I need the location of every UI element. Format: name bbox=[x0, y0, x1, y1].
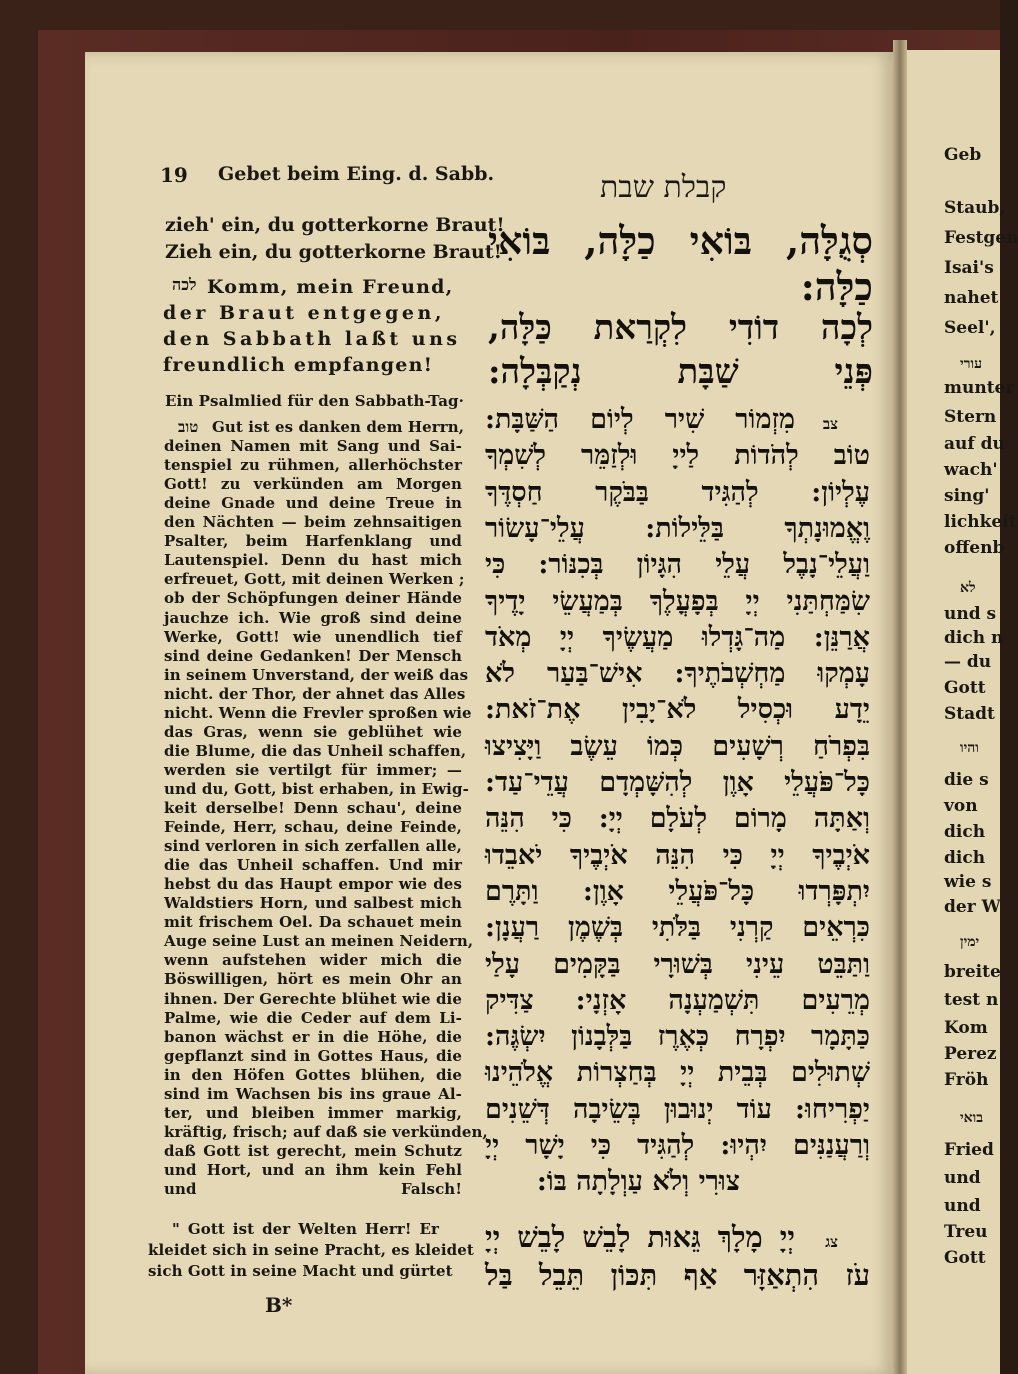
psalm-line: erfreuet, Gott, mit deinen Werken ; bbox=[164, 570, 465, 589]
psalm-line: sind deine Gedanken! Der Mensch bbox=[164, 646, 462, 665]
psalm-line: Werke, Gott! wie unendlich tief bbox=[164, 627, 462, 646]
hebrew-psalm-line: וֶאֱמוּנָתְךָ בַּלֵּילוֹת: עֲלֵי־עָשׂוֹר bbox=[485, 512, 870, 544]
right-page-fragment: לא bbox=[960, 580, 976, 596]
psalm93-line: " Gott ist der Welten Herr! Er bbox=[172, 1220, 439, 1238]
psalm-line: Gott! zu verkünden am Morgen bbox=[164, 475, 462, 494]
psalm-line: jauchze ich. Wie groß sind deine bbox=[164, 608, 462, 627]
right-page-fragment: Staub, bbox=[944, 198, 1006, 218]
right-page-fragment: Gott bbox=[944, 678, 986, 698]
psalm-line: banon wächst er in die Höhe, die bbox=[164, 1027, 462, 1046]
psalm-line: Feinde, Herr, schau, deine Feinde, bbox=[164, 818, 462, 837]
psalm-line: Auge seine Lust an meinen Neidern, bbox=[164, 932, 474, 951]
hebrew-psalm-line: מְרֵעִים תִּשְׁמַעְנָה אָזְנָי: צַדִּיק bbox=[485, 984, 870, 1016]
refrain-line: der Braut entgegen, bbox=[163, 302, 445, 324]
right-page-fragment: Isai's bbox=[944, 258, 994, 278]
hebrew-psalm-line: צוּרִי וְלֹא עַוְלָתָה בּוֹ: bbox=[536, 1166, 740, 1198]
psalm-line: Böswilligen, hört es mein Ohr an bbox=[164, 970, 462, 989]
refrain-line: freundlich empfangen! bbox=[163, 354, 434, 376]
right-page-fragment: dich bbox=[944, 848, 986, 868]
hebrew-psalm-line: וְרַעֲנַנִּים יִהְיוּ: לְהַגִּיד כִּי יָשָׁר יְיָ bbox=[485, 1130, 870, 1161]
hebrew-psalm-marker: צב bbox=[822, 415, 838, 433]
psalm-line: hebst du das Haupt empor wie des bbox=[164, 875, 462, 894]
right-page-fragment: Fried bbox=[944, 1140, 994, 1160]
hebrew-verse-line: לְכָה דוֹדִי לִקְרַאת כַּלָּה, bbox=[488, 308, 873, 348]
hebrew-psalm-line: כִּרְאֵים קַרְנִי בַּלֹּתִי בְּשֶׁמֶן רַעֲנָן: bbox=[485, 912, 870, 944]
psalm-line: und du, Gott, bist erhaben, in Ewig- bbox=[164, 779, 469, 798]
page-number: 19 bbox=[160, 163, 188, 187]
psalm-line: die das Unheil schaffen. Und mir bbox=[164, 856, 462, 875]
psalm-line: kräftig, frisch; auf daß sie verkünden, bbox=[164, 1122, 488, 1141]
right-page-fragment: breite bbox=[944, 962, 1001, 982]
right-page-fragment: von bbox=[944, 796, 978, 816]
psalm-line: Waldstiers Horn, und salbest mich bbox=[164, 894, 462, 913]
psalm-line: mit frischem Oel. Da schauet mein bbox=[164, 913, 462, 932]
hebrew-psalm-line: וַעֲלֵי־נָבֶל עֲלֵי הִגָּיוֹן בְּכִנּוֹר: כִּי bbox=[485, 549, 870, 581]
right-page-fragment: Gott bbox=[944, 1248, 986, 1268]
right-page-fragment: munter bbox=[944, 378, 1015, 398]
psalm93-line: sich Gott in seine Macht und gürtet bbox=[148, 1262, 453, 1280]
psalm-line: deine Gnade und deine Treue in bbox=[164, 494, 462, 513]
hebrew-psalm-line: כָּל־פֹּעֲלֵי אָוֶן לְהִשָּׁמְדָם עֲדֵי־עַד: bbox=[485, 767, 870, 798]
hebrew-psalm-line: אֹיְבֶיךָ יְיָ כִּי הִנֵּה אֹיְבֶיךָ יֹאבֵדוּ bbox=[485, 839, 870, 871]
right-page-fragment: und s bbox=[944, 604, 997, 624]
german-verse-line: Zieh ein, du gotterkorne Braut! bbox=[165, 241, 502, 263]
right-page-fragment: auf du bbox=[944, 434, 1005, 454]
hebrew-psalm-line: בִּפְרֹחַ רְשָׁעִים כְּמוֹ עֵשֶׂב וַיָּצִיצוּ bbox=[485, 730, 870, 762]
book-gutter bbox=[893, 40, 907, 1374]
psalm-line: in seinem Unverstand, der weiß das bbox=[164, 665, 469, 684]
right-page-fragment: die s bbox=[944, 770, 989, 790]
german-verse-line: zieh' ein, du gotterkorne Braut! bbox=[165, 214, 505, 236]
right-page-fragment: ימין bbox=[960, 934, 980, 950]
psalm-line: die Blume, die das Unheil schaffen, bbox=[164, 741, 467, 760]
right-page-fragment: Seel', bbox=[944, 318, 996, 338]
right-page-fragment: Kom bbox=[944, 1018, 988, 1038]
refrain-marker: לכה bbox=[172, 275, 197, 294]
right-page-fragment: Stern bbox=[944, 407, 997, 427]
hebrew-psalm-line: עָמְקוּ מַחְשְׁבֹתֶיךָ: אִישׁ־בַּעַר לֹא bbox=[485, 658, 870, 690]
psalm-line: tenspiel zu rühmen, allerhöchster bbox=[164, 456, 462, 475]
right-page-fragment: nahet bbox=[944, 288, 999, 308]
refrain-line: Komm, mein Freund, bbox=[207, 276, 454, 298]
right-page-fragment: dich n bbox=[944, 628, 1004, 648]
psalm93-line: kleidet sich in seine Pracht, es kleidet bbox=[148, 1241, 474, 1259]
right-page-fragment: offenb bbox=[944, 538, 1005, 558]
psalm-line: ob der Schöpfungen deiner Hände bbox=[164, 589, 462, 608]
hebrew-psalm-line: שִׂמַּחְתַּנִי יְיָ בְּפָעֳלֶךָ בְּמַעֲשֵׂי יָדֶיךָ bbox=[485, 585, 870, 617]
hebrew-psalm-line: עֶלְיוֹן: לְהַגִּיד בַּבֹּקֶר חַסְדֶּךָ bbox=[485, 476, 870, 508]
psalm-line: nicht. der Thor, der ahnet das Alles bbox=[164, 684, 466, 703]
psalm-line: und Falsch! bbox=[164, 1180, 462, 1198]
psalm-line: das Gras, wenn sie geblühet wie bbox=[164, 722, 462, 741]
psalm-marker: טוב bbox=[178, 418, 199, 436]
hebrew-psalm-line: כַּתָּמָר יִפְרָח כְּאֶרֶז בַּלְּבָנוֹן יִשְׂגֶּה: bbox=[485, 1021, 870, 1053]
right-page-fragment: und bbox=[944, 1168, 981, 1188]
psalm-line: Palme, wie die Ceder auf dem Li- bbox=[164, 1008, 462, 1027]
hebrew-psalm-line: וַתַּבֵּט עֵינִי בְּשׁוּרָי בַּקָּמִים עָלַי bbox=[485, 948, 870, 980]
psalm-line: Lautenspiel. Denn du hast mich bbox=[164, 551, 462, 570]
refrain-line: den Sabbath laßt uns bbox=[163, 328, 461, 350]
right-page-fragment: sing' bbox=[944, 486, 990, 506]
hebrew-verse-line: כַלָּה: bbox=[800, 264, 873, 309]
psalm-title: Ein Psalmlied für den Sabbath-Tag· bbox=[165, 392, 464, 410]
hebrew-psalm-line: יֵדָע וּכְסִיל לֹא־יָבִין אֶת־זֹאת: bbox=[485, 694, 870, 726]
hebrew-title: קבלת שבת bbox=[600, 170, 727, 205]
right-page-fragment: — du bbox=[944, 652, 992, 672]
right-page-fragment: Festgen bbox=[944, 228, 1018, 248]
psalm-line: keit derselbe! Denn schau', deine bbox=[164, 799, 462, 817]
right-page-fragment: lichkeit bbox=[944, 512, 1017, 532]
right-page-fragment: עורי bbox=[960, 356, 983, 372]
psalm-line: Gut ist es danken dem Herrn, bbox=[212, 418, 465, 436]
right-page-fragment: dich bbox=[944, 822, 986, 842]
hebrew-verse-line: פְּנֵי שַׁבָּת נְקַבְּלָה: bbox=[488, 352, 873, 392]
psalm-line: wenn aufstehen wider mich die bbox=[164, 951, 462, 970]
hebrew-psalm-line: יִתְפָּרְדוּ כָּל־פֹּעֲלֵי אָוֶן: וַתָּרֶם bbox=[485, 875, 870, 907]
psalm-line: in den Höfen Gottes blühen, die bbox=[164, 1065, 462, 1084]
running-title: Gebet beim Eing. d. Sabb. bbox=[218, 163, 495, 185]
right-page-fragment: wie s bbox=[944, 872, 992, 892]
hebrew-psalm93-marker: צג bbox=[825, 1233, 838, 1251]
signature-mark: B* bbox=[265, 1293, 293, 1317]
psalm-line: Psalter, beim Harfenklang und bbox=[164, 532, 462, 551]
right-page-fragment: Treu bbox=[944, 1222, 988, 1242]
hebrew-psalm93-line: עֹז הִתְאַזָּר אַף תִּכּוֹן תֵּבֵל בַּל bbox=[485, 1258, 870, 1292]
psalm-line: gepflanzt sind in Gottes Haus, die bbox=[164, 1046, 462, 1065]
right-page-fragment: Fröh bbox=[944, 1070, 989, 1090]
psalm-line: deinen Namen mit Sang und Sai- bbox=[164, 437, 462, 456]
psalm-line: sind im Wachsen bis ins graue Al- bbox=[164, 1084, 462, 1103]
right-page-fragment: Perez bbox=[944, 1044, 997, 1064]
right-page-fragment: Stadt bbox=[944, 704, 995, 724]
hebrew-psalm-line: וְאַתָּה מָרוֹם לְעֹלָם יְיָ: כִּי הִנֵּה bbox=[485, 803, 870, 835]
psalm-line: werden sie vertilgt für immer; — bbox=[164, 760, 462, 779]
right-page-fragment: wach' bbox=[944, 460, 998, 480]
hebrew-psalm-line: טוֹב לְהֹדוֹת לַייָ וּלְזַמֵּר לְשִׁמְךָ bbox=[485, 440, 870, 472]
psalm-line: ter, und bleiben immer markig, bbox=[164, 1103, 462, 1122]
right-page-fragment: der W bbox=[944, 897, 1001, 917]
right-page-fragment: והיו bbox=[960, 740, 979, 756]
psalm-line: und Hort, und an ihm kein Fehl bbox=[164, 1160, 462, 1179]
hebrew-psalm-line: יַפְרִיחוּ: עוֹד יְנוּבוּן בְּשֵׂיבָה דְּשֵׁנִים bbox=[485, 1093, 870, 1125]
hebrew-psalm-line: אֲרַנֵּן: מַה־גָּדְלוּ מַעֲשֶׂיךָ יְיָ מְאֹד bbox=[485, 621, 870, 653]
hebrew-psalm-line: מִזְמוֹר שִׁיר לְיוֹם הַשַּׁבָּת: bbox=[485, 404, 795, 435]
psalm-line: ihnen. Der Gerechte blühet wie die bbox=[164, 989, 462, 1008]
hebrew-psalm-line: שְׁתוּלִים בְּבֵית יְיָ בְּחַצְרוֹת אֱלֹהֵינוּ bbox=[485, 1057, 870, 1089]
psalm-line: nicht. Wenn die Frevler sproßen wie bbox=[164, 703, 472, 722]
hebrew-verse-line: סְגֻלָּה, בּוֹאִי כַלָּה, בּוֹאִי bbox=[488, 218, 873, 263]
hebrew-psalm93-line: יְיָ מָלָךְ גֵּאוּת לָבֵשׁ לָבֵשׁ יְיָ bbox=[485, 1220, 795, 1254]
right-page-fragment: test n bbox=[944, 990, 999, 1010]
psalm-line: sind verloren in sich zerfallen alle, bbox=[164, 837, 462, 856]
psalm-line: den Nächten — beim zehnsaitigen bbox=[164, 513, 462, 532]
right-page-fragment: בואי bbox=[960, 1110, 983, 1126]
right-page-fragment: und bbox=[944, 1196, 981, 1216]
psalm-line: daß Gott ist gerecht, mein Schutz bbox=[164, 1141, 462, 1160]
right-page-fragment: Geb bbox=[944, 145, 982, 165]
